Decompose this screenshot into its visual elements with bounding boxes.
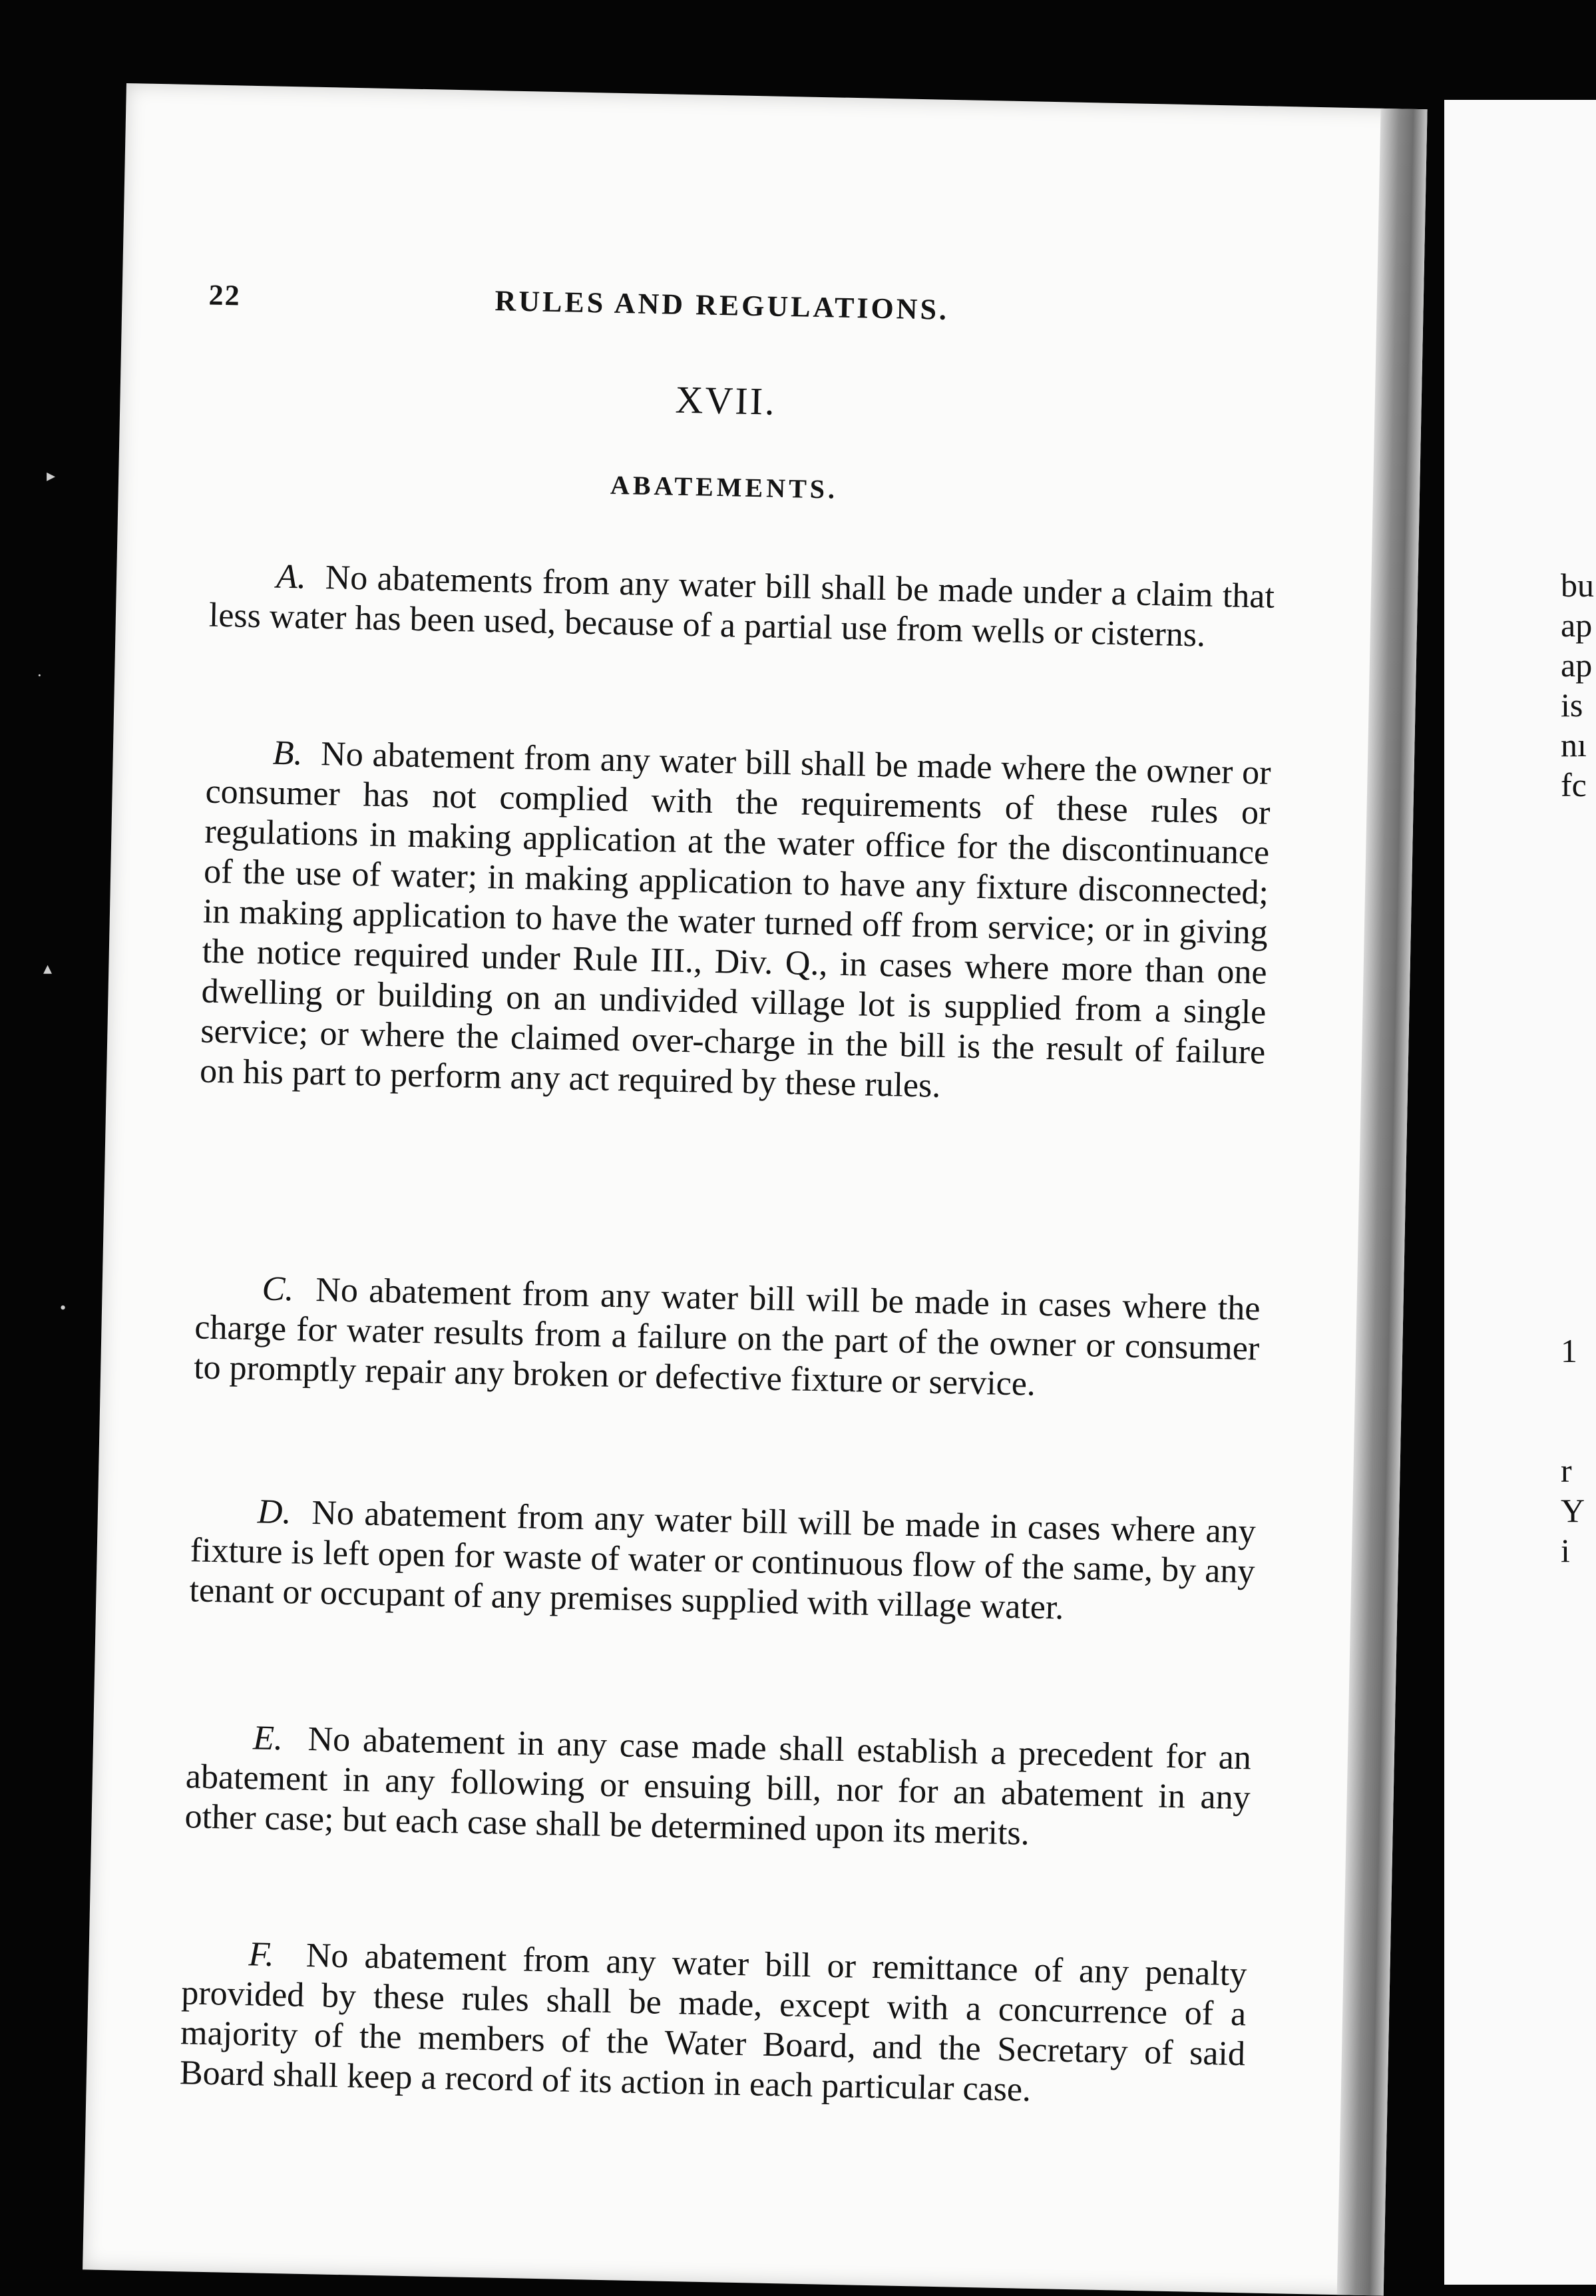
section-title: ABATEMENTS. — [610, 469, 839, 505]
running-head — [208, 278, 1088, 326]
scan-speck: · — [37, 666, 43, 685]
facing-page-fragment: nı — [1561, 726, 1587, 764]
facing-page-fragment: is — [1561, 686, 1583, 724]
book-page — [83, 83, 1428, 2296]
paragraph-text: No abatement from any water bill will be made in cases where the charge for water results from a failure on the part of the owner or consumer to promptly repair any broken or defective fixture or service. — [193, 1271, 1261, 1403]
paragraph-a — [208, 556, 1275, 657]
page-gutter-shadow — [1337, 109, 1428, 2296]
paragraph-c — [194, 1267, 1261, 1409]
paragraph-text: No abatement in any case made shall establish a precedent for an abatement in any following or ensuing bill, nor for an abatement in any other case; but each case shall be determined upon its merits. — [184, 1720, 1252, 1853]
paragraph-f — [179, 1933, 1247, 2114]
scan-speck: ▸ — [47, 466, 56, 485]
facing-page-fragment: i — [1561, 1532, 1570, 1569]
paragraph-text: No abatement from any water bill or remittance of any penalty provided by these rules shall be made, except with a concurrence of a majority of the members of the Water Board, and the Secretary of said Board shall keep a record of its action in each particular case. — [179, 1936, 1247, 2109]
facing-page-fragment: ap — [1561, 606, 1593, 644]
rule-number: XVII. — [675, 377, 777, 423]
paragraph-letter: B. — [272, 734, 303, 773]
paragraph-letter: D. — [257, 1492, 292, 1532]
paragraph-d — [189, 1491, 1256, 1632]
scan-speck: ▴ — [43, 959, 53, 978]
facing-page-fragment: fc — [1561, 766, 1587, 804]
paragraph-letter: C. — [262, 1269, 294, 1309]
facing-page-fragment: ap — [1561, 646, 1593, 684]
facing-page-fragment: bu — [1561, 567, 1594, 604]
scan-speck: • — [60, 1298, 67, 1317]
facing-page-fragment: r — [1561, 1452, 1572, 1489]
paragraph-letter: A. — [276, 557, 307, 596]
facing-page-edge — [1444, 100, 1596, 2285]
paragraph-text: No abatements from any water bill shall be made under a claim that less water has been used, because of a partial use from wells or cisterns. — [208, 559, 1275, 654]
running-head-title: RULES AND REGULATIONS. — [495, 284, 950, 326]
paragraph-e — [184, 1717, 1251, 1858]
paragraph-letter: F. — [248, 1935, 275, 1974]
facing-page-fragment: 1 — [1561, 1332, 1577, 1369]
paragraph-text: No abatement from any water bill will be made in cases where any fixture is left open for waste of water or continuous flow of the same, by any tenant or occupant of any premises supplied with village water. — [189, 1494, 1257, 1627]
paragraph-letter: E. — [252, 1719, 284, 1758]
page-number: 22 — [208, 278, 242, 312]
paragraph-text: No abatement from any water bill shall be made where the owner or consumer has not complied with the requirements of these rules or regulations in making application at the water office for the discontinuance of the use of water; in making application to have any fixture disconnected; in making application to have the water turned off from service; or in giving the notice required under Rule III., Div. Q., in cases where more than one dwelling or building on an undivided village lot is supplied from a single service; or where the claimed over-charge in the bill is the result of failure on his part to perform any act required by these rules. — [199, 735, 1272, 1105]
facing-page-fragment: Y — [1561, 1492, 1585, 1529]
paragraph-b — [200, 732, 1272, 1113]
